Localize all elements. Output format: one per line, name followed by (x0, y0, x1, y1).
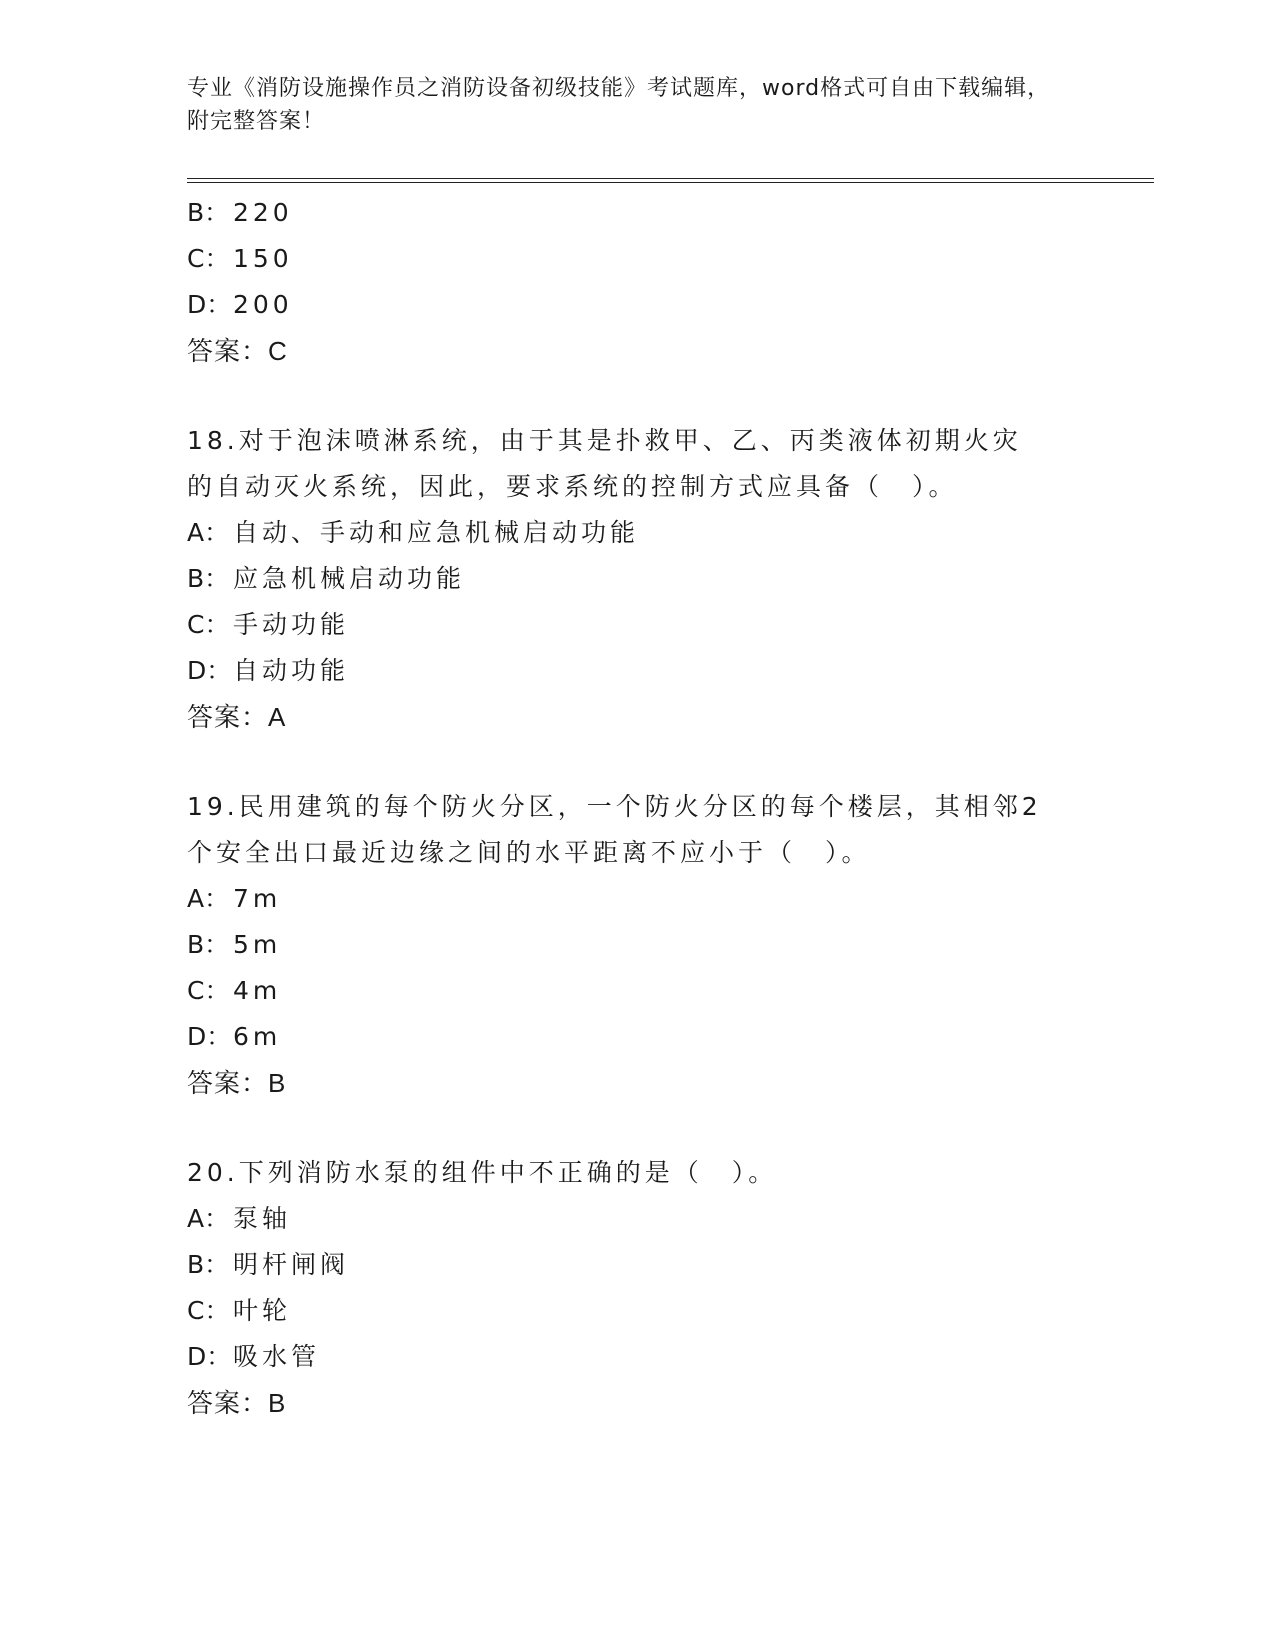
option-d: D：吸水管 (187, 1342, 321, 1371)
option-b: B： 220 (187, 198, 293, 227)
prev-question (187, 190, 1087, 374)
question-list (187, 190, 1087, 1426)
question-19 (187, 784, 1087, 1106)
question-stem: 19.民用建筑的每个防火分区，一个防火分区的每个楼层，其相邻2个安全出口最近边缘之间的水平距离不应小于（ ）。 (187, 792, 1042, 867)
option-b: B： 应急机械启动功能 (187, 564, 466, 593)
option-a: A： 7m (187, 884, 282, 913)
answer-line: 答案：B (187, 1388, 287, 1418)
page-header: 专业《消防设施操作员之消防设备初级技能》考试题库，word格式可自由下载编辑，附完整答案！ (187, 76, 1051, 134)
answer-line: 答案：A (187, 702, 287, 732)
question-stem: 18.对于泡沫喷淋系统，由于其是扑救甲、乙、丙类液体初期火灾的自动灭火系统，因此，要求系统的控制方式应具备（ ）。 (187, 426, 1022, 501)
question-20 (187, 1150, 1087, 1426)
answer-line: 答案：B (187, 1068, 287, 1098)
header-divider (187, 178, 1154, 183)
question-18 (187, 418, 1087, 740)
option-d: D：自动功能 (187, 656, 350, 685)
option-c: C： 叶轮 (187, 1296, 292, 1325)
option-d: D：200 (187, 290, 293, 319)
answer-line: 答案：C (187, 336, 288, 366)
option-a: A： 泵轴 (187, 1204, 292, 1233)
option-b: B： 明杆闸阀 (187, 1250, 350, 1279)
option-c: C： 手动功能 (187, 610, 350, 639)
option-d: D：6m (187, 1022, 282, 1051)
option-a: A： 自动、手动和应急机械启动功能 (187, 518, 640, 547)
option-c: C： 4m (187, 976, 282, 1005)
option-c: C： 150 (187, 244, 293, 273)
question-stem: 20.下列消防水泵的组件中不正确的是（ ）。 (187, 1158, 778, 1187)
option-b: B： 5m (187, 930, 282, 959)
